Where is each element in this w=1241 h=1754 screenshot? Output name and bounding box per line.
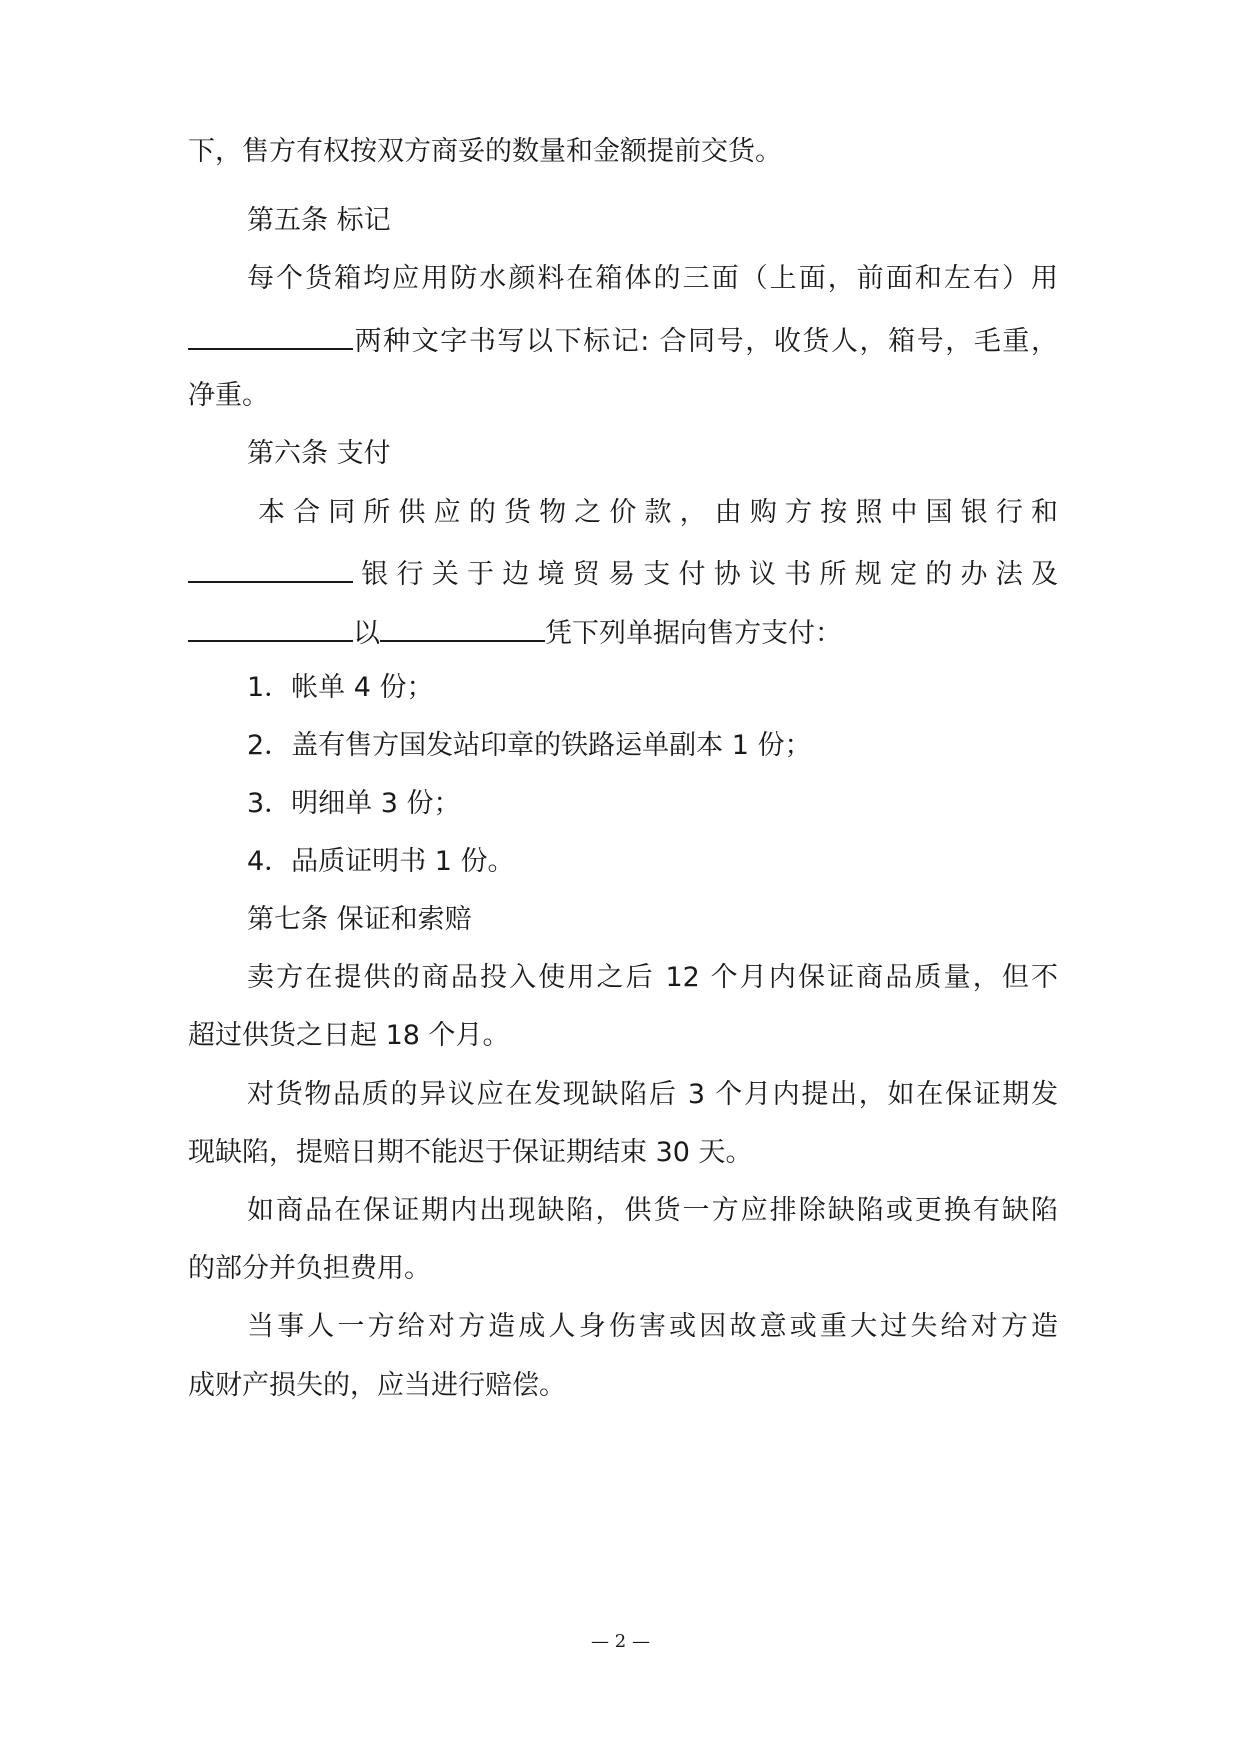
paragraph-line: 当事人一方给对方造成人身伤害或因故意或重大过失给对方造 xyxy=(247,1311,1058,1342)
paragraph-line: 净重。 xyxy=(188,380,269,411)
list-item: 2．盖有售方国发站印章的铁路运单副本 1 份； xyxy=(247,730,812,761)
fill-in-blank[interactable] xyxy=(188,610,353,642)
paragraph-line: 成财产损失的，应当进行赔偿。 xyxy=(188,1370,566,1401)
paragraph-line: 对货物品质的异议应在发现缺陷后 3 个月内提出，如在保证期发 xyxy=(247,1079,1058,1110)
line-text: 银行关于边境贸易支付协议书所规定的办法及 xyxy=(353,559,1058,590)
list-item: 4．品质证明书 1 份。 xyxy=(247,846,515,877)
list-item: 1．帐单 4 份； xyxy=(247,672,434,703)
article-6-title: 第六条 支付 xyxy=(247,438,391,469)
paragraph-line: 的部分并负担费用。 xyxy=(188,1253,431,1284)
line-text: 两种文字书写以下标记: 合同号，收货人，箱号，毛重， xyxy=(353,326,1058,357)
paragraph-line: 卖方在提供的商品投入使用之后 12 个月内保证商品质量，但不 xyxy=(247,962,1058,993)
fill-in-blank[interactable] xyxy=(188,318,353,350)
line-text: 凭下列单据向售方支付： xyxy=(545,618,842,649)
paragraph-line: 如商品在保证期内出现缺陷，供货一方应排除缺陷或更换有缺陷 xyxy=(247,1195,1058,1226)
paragraph-line xyxy=(188,610,1058,654)
article-7-title: 第七条 保证和索赔 xyxy=(247,904,472,935)
fill-in-blank[interactable] xyxy=(380,610,545,642)
page-number: — 2 — xyxy=(591,1631,650,1652)
paragraph-line: 每个货箱均应用防水颜料在箱体的三面（上面，前面和左右）用 xyxy=(247,263,1058,294)
paragraph-line: 超过供货之日起 18 个月。 xyxy=(188,1020,510,1051)
list-item: 3．明细单 3 份； xyxy=(247,788,461,819)
paragraph-line: 现缺陷，提赔日期不能迟于保证期结束 30 天。 xyxy=(188,1137,753,1168)
paragraph-line xyxy=(188,318,1058,362)
article-5-title: 第五条 标记 xyxy=(247,205,391,236)
paragraph-line: 下，售方有权按双方商妥的数量和金额提前交货。 xyxy=(188,136,782,167)
paragraph-line xyxy=(188,551,1058,595)
line-text: 以 xyxy=(353,618,380,649)
paragraph-line: 本合同所供应的货物之价款，由购方按照中国银行和 xyxy=(258,497,1058,528)
fill-in-blank[interactable] xyxy=(188,551,353,583)
